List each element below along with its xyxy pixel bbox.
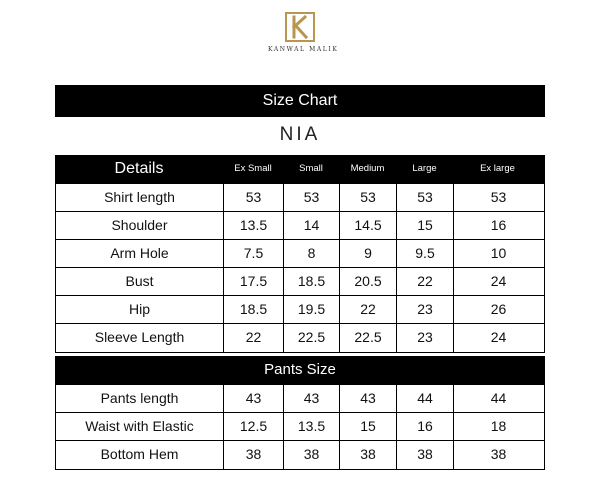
size-value-cell: 44: [397, 385, 454, 412]
table-row: [56, 385, 544, 413]
row-label: Sleeve Length: [56, 324, 224, 352]
size-value-cell: 14: [284, 212, 340, 239]
row-label: Bust: [56, 268, 224, 295]
size-value-cell: 26: [490, 301, 507, 317]
size-value-cell: 15: [397, 212, 454, 239]
size-value-cell: 14.5: [340, 212, 397, 239]
size-header-small: Small: [299, 163, 323, 174]
row-label: Shoulder: [56, 212, 224, 239]
size-value-cell: 23: [397, 296, 454, 323]
pants-size-title: Pants Size: [55, 356, 545, 384]
row-label: Bottom Hem: [56, 441, 224, 469]
size-value-cell: 10: [490, 245, 507, 261]
size-value-cell: 43: [224, 385, 284, 412]
table-row: [56, 296, 544, 324]
size-value-cell: 24: [490, 329, 507, 345]
size-value-cell: 9.5: [397, 240, 454, 267]
size-value-cell: 18.5: [224, 296, 284, 323]
table-row: [56, 240, 544, 268]
table-row: [56, 441, 544, 469]
size-header-ex-small: Ex Small: [234, 163, 272, 174]
pants-size-table: [55, 384, 545, 470]
table-row: [56, 184, 544, 212]
size-value-cell: 24: [490, 273, 507, 289]
size-value-cell: 8: [284, 240, 340, 267]
size-value-cell: 38: [490, 446, 507, 462]
size-value-cell: 53: [284, 184, 340, 211]
size-value-cell: 53: [397, 184, 454, 211]
size-value-cell: 22.5: [340, 324, 397, 352]
size-value-cell: 22: [397, 268, 454, 295]
size-value-cell: 18: [490, 418, 507, 434]
table-row: [56, 268, 544, 296]
details-header: Details: [114, 160, 164, 177]
brand-name: KANWAL MALIK: [268, 46, 339, 53]
size-value-cell: 43: [284, 385, 340, 412]
size-value-cell: 13.5: [224, 212, 284, 239]
size-value-cell: 17.5: [224, 268, 284, 295]
size-chart-title: Size Chart: [55, 85, 545, 117]
size-value-cell: 53: [340, 184, 397, 211]
size-value-cell: 18.5: [284, 268, 340, 295]
row-label: Shirt length: [56, 184, 224, 211]
size-value-cell: 9: [340, 240, 397, 267]
row-label: Pants length: [56, 385, 224, 412]
brand-monogram-icon: [283, 10, 317, 44]
size-value-cell: 53: [490, 189, 507, 205]
table-row: [56, 413, 544, 441]
size-value-cell: 53: [224, 184, 284, 211]
size-value-cell: 13.5: [284, 413, 340, 440]
brand-logo: [268, 10, 339, 62]
size-value-cell: 7.5: [224, 240, 284, 267]
size-header-large: Large: [412, 163, 437, 174]
product-name: NIA: [279, 124, 321, 145]
size-value-cell: 38: [224, 441, 284, 469]
size-value-cell: 12.5: [224, 413, 284, 440]
size-header-row: [55, 155, 545, 183]
table-row: [56, 324, 544, 352]
size-value-cell: 38: [340, 441, 397, 469]
size-header-ex-large: Ex large: [480, 163, 515, 174]
size-value-cell: 22: [340, 296, 397, 323]
table-row: [56, 212, 544, 240]
size-value-cell: 38: [397, 441, 454, 469]
size-value-cell: 23: [397, 324, 454, 352]
shirt-size-table: [55, 183, 545, 353]
size-value-cell: 22.5: [284, 324, 340, 352]
size-value-cell: 22: [224, 324, 284, 352]
row-label: Arm Hole: [56, 240, 224, 267]
size-value-cell: 19.5: [284, 296, 340, 323]
size-value-cell: 43: [340, 385, 397, 412]
size-value-cell: 16: [490, 217, 507, 233]
size-value-cell: 20.5: [340, 268, 397, 295]
size-value-cell: 44: [490, 390, 507, 406]
size-value-cell: 16: [397, 413, 454, 440]
size-header-medium: Medium: [350, 163, 385, 174]
row-label: Waist with Elastic: [56, 413, 224, 440]
size-value-cell: 38: [284, 441, 340, 469]
row-label: Hip: [56, 296, 224, 323]
size-value-cell: 15: [340, 413, 397, 440]
